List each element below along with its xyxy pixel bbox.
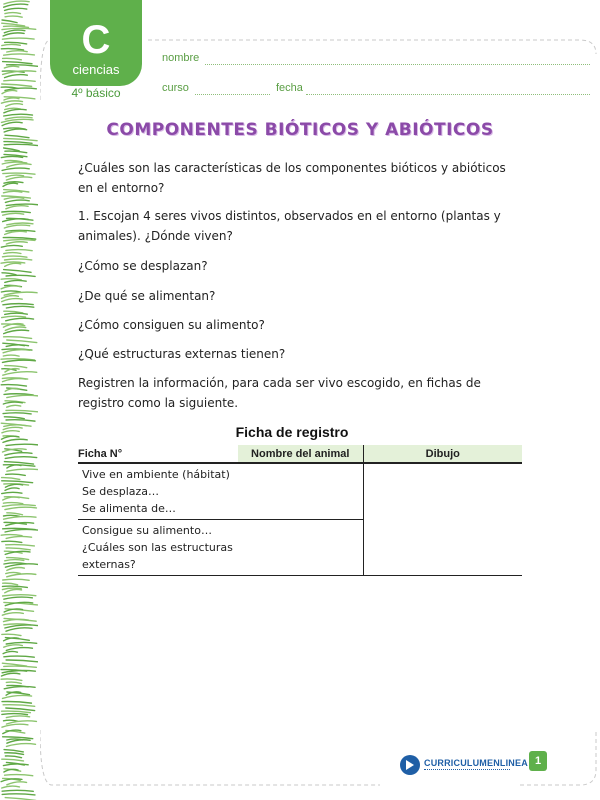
ficha-row-1: [78, 463, 522, 520]
ficha-table: [78, 445, 522, 576]
ficha-header-row: [78, 445, 522, 463]
logo-text: CURRICULUMENLINEA: [424, 758, 528, 768]
date-field-line[interactable]: [306, 94, 590, 95]
page-number: 1: [529, 751, 547, 771]
grade-label: 4º básico: [71, 86, 121, 100]
course-label: curso: [162, 82, 189, 94]
question-food: ¿De qué se alimentan?: [78, 289, 216, 303]
question-intro: ¿Cuáles son las características de los componentes bióticos y abióticos en el entorno?: [78, 161, 506, 195]
name-field-line[interactable]: [205, 64, 590, 65]
obtain-food-label: Consigue su alimento…: [82, 524, 212, 537]
ficha-block-structures[interactable]: [78, 520, 363, 576]
curriculum-logo: [400, 755, 528, 777]
subject-label: ciencias: [72, 62, 120, 77]
instruction-1: 1. Escojan 4 seres vivos distintos, observados en el entorno (plantas y animales). ¿Dónde viven?: [78, 209, 501, 243]
habitat-label: Vive en ambiente (hábitat): [82, 468, 230, 481]
worksheet-title: COMPONENTES BIÓTICOS Y ABIÓTICOS: [106, 120, 494, 140]
header-ficha-number: Ficha N°: [78, 445, 238, 463]
ficha-title: Ficha de registro: [235, 424, 349, 440]
structures-label-cont: externas?: [82, 558, 136, 571]
question-obtain-food: ¿Cómo consiguen su alimento?: [78, 318, 265, 332]
course-field-line[interactable]: [195, 94, 270, 95]
ficha-block-habitat[interactable]: [78, 463, 363, 520]
structures-label: ¿Cuáles son las estructuras: [82, 541, 233, 554]
date-label: fecha: [276, 82, 303, 94]
movement-label: Se desplaza…: [82, 485, 160, 498]
food-label: Se alimenta de…: [82, 502, 176, 515]
subject-badge: [50, 0, 142, 86]
logo-underline: [424, 769, 510, 772]
drawing-area[interactable]: [363, 463, 522, 576]
question-structures: ¿Qué estructuras externas tienen?: [78, 347, 286, 361]
question-movement: ¿Cómo se desplazan?: [78, 259, 208, 273]
instruction-register: Registren la información, para cada ser vivo escogido, en fichas de registro como la siguiente.: [78, 376, 481, 410]
badge-letter: C: [81, 18, 111, 62]
name-label: nombre: [162, 52, 200, 64]
header-animal-name: Nombre del animal: [238, 445, 363, 463]
logo-arrow-icon: [400, 755, 420, 775]
header-drawing: Dibujo: [363, 445, 522, 463]
